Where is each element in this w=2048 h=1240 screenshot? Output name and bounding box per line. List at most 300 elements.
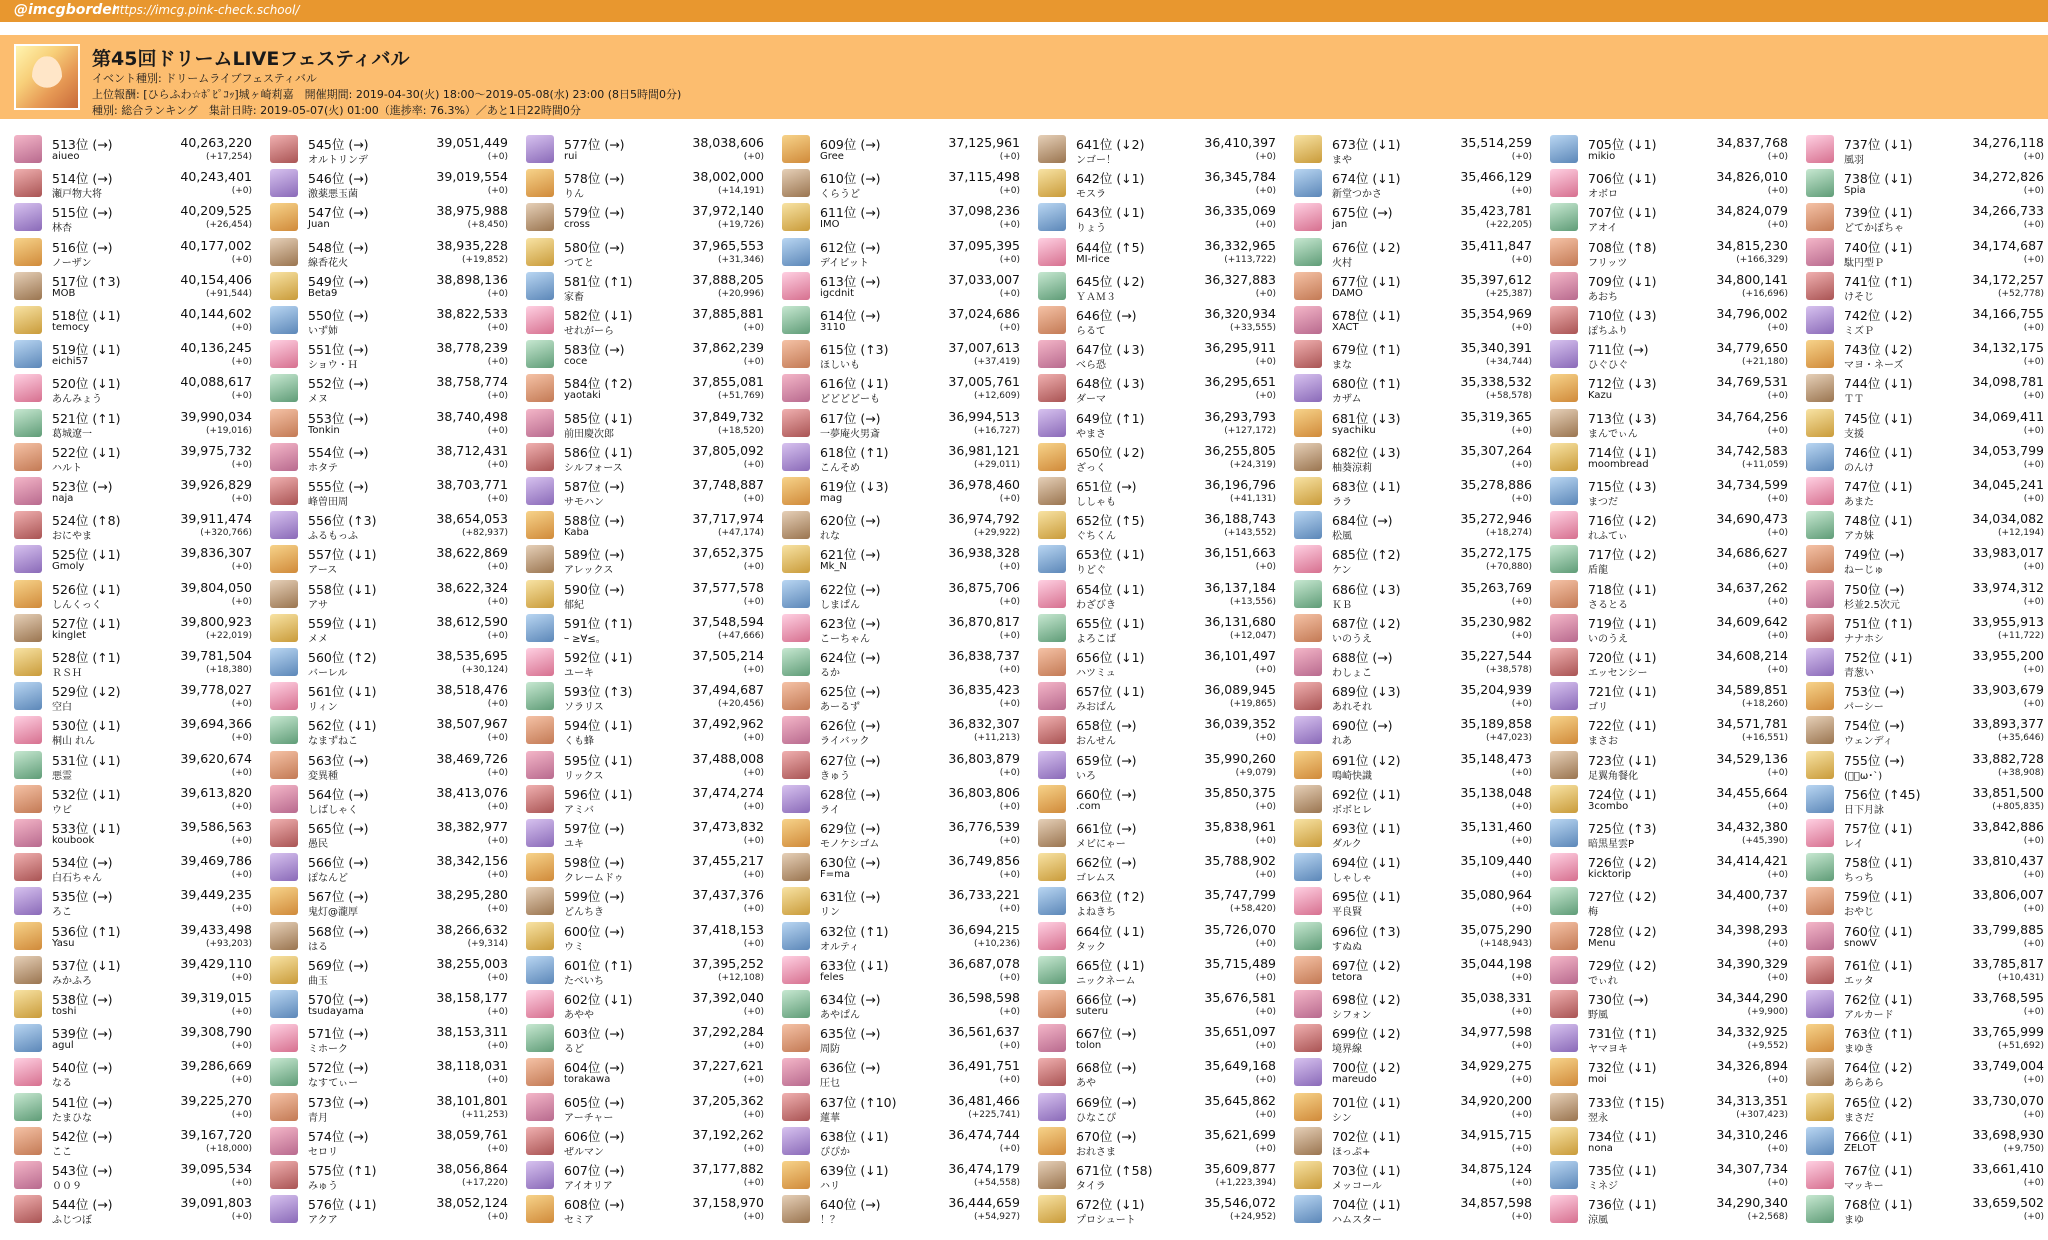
score-increase: (+0)	[231, 1178, 252, 1188]
score: 37,805,092	[692, 442, 764, 458]
player-name: Juan	[308, 219, 330, 231]
ranking-row	[1292, 884, 1544, 918]
score: 35,263,769	[1460, 579, 1532, 595]
score-increase: (+24,952)	[1229, 1212, 1276, 1223]
ranking-row	[268, 577, 520, 611]
score-increase: (+0)	[1511, 254, 1532, 265]
ranking-row	[1036, 919, 1288, 953]
player-name: りょう	[1076, 223, 1106, 235]
ranking-row	[1804, 337, 2048, 371]
score-increase: (+0)	[231, 972, 252, 983]
ranking-row	[1036, 1158, 1288, 1192]
player-name: DAMO	[1332, 287, 1363, 299]
rank-with-change: 619位 (↓3)	[820, 479, 889, 494]
rank-with-change: 517位 (↑3)	[52, 273, 121, 289]
ranking-row	[1548, 1021, 1800, 1055]
rank-with-change: 591位 (↑1)	[564, 615, 633, 631]
ranking-row	[1548, 474, 1800, 508]
player-name: ししゃも	[1076, 497, 1116, 508]
score: 35,726,070	[1204, 921, 1276, 937]
score-increase: (+38,578)	[1485, 665, 1532, 675]
score-increase: (+18,000)	[205, 1143, 252, 1154]
score-increase: (+34,744)	[1485, 357, 1532, 368]
score-increase: (+22,019)	[205, 630, 252, 641]
player-name: ひなこぴ	[1076, 1112, 1116, 1124]
score-increase: (+10,236)	[973, 938, 1020, 949]
ranking-row	[1548, 1192, 1800, 1226]
rank-with-change: 687位 (↓2)	[1332, 615, 1401, 631]
rank-with-change: 606位 (→)	[564, 1128, 625, 1144]
idol-card-thumbnail	[782, 648, 810, 676]
ranking-row	[12, 440, 264, 474]
player-name: ダルク	[1332, 839, 1362, 850]
rank-with-change: 610位 (→)	[820, 171, 881, 187]
player-name: naja	[52, 493, 74, 504]
score: 34,929,275	[1460, 1058, 1532, 1074]
player-name: 白石ちゃん	[52, 873, 102, 885]
score-increase: (+0)	[231, 186, 252, 197]
score: 33,810,437	[1972, 853, 2044, 869]
idol-card-thumbnail	[14, 203, 42, 231]
ranking-row	[1548, 235, 1800, 269]
top-bar	[0, 0, 2048, 22]
rank-with-change: 718位 (↓1)	[1588, 581, 1657, 597]
player-name: ライ	[820, 804, 840, 816]
score: 36,838,737	[948, 648, 1020, 663]
rank-with-change: 700位 (↓2)	[1332, 1060, 1401, 1076]
idol-card-thumbnail	[1550, 580, 1578, 608]
score-increase: (+0)	[1511, 323, 1532, 333]
score-increase: (+148,943)	[1480, 938, 1532, 949]
score-increase: (+0)	[1255, 1007, 1276, 1017]
player-name: 鬼灯@瀧厚	[308, 907, 358, 919]
rank-with-change: 561位 (↓1)	[308, 684, 377, 700]
score: 38,612,590	[436, 613, 508, 629]
ranking-row	[1548, 919, 1800, 953]
score: 34,875,124	[1460, 1161, 1532, 1176]
rank-with-change: 521位 (↑1)	[52, 410, 121, 426]
rank-with-change: 762位 (↓1)	[1844, 992, 1913, 1007]
ranking-row	[1292, 235, 1544, 269]
player-name: MOB	[52, 287, 76, 299]
player-name: 境界線	[1332, 1044, 1362, 1056]
ranking-row	[268, 235, 520, 269]
player-name: agul	[52, 1040, 74, 1052]
score: 37,577,578	[692, 579, 764, 595]
idol-card-thumbnail	[1038, 580, 1066, 608]
ranking-row	[1292, 337, 1544, 371]
player-name: ミネジ	[1588, 1181, 1618, 1192]
idol-card-thumbnail	[1294, 272, 1322, 300]
ranking-row	[1548, 816, 1800, 850]
rank-with-change: 559位 (↓1)	[308, 615, 377, 631]
score-increase: (+166,329)	[1736, 254, 1788, 265]
score-increase: (+0)	[231, 870, 252, 881]
player-name: 変異種	[308, 770, 338, 782]
ranking-row	[780, 303, 1032, 337]
score: 36,978,460	[948, 477, 1020, 492]
rank-with-change: 620位 (→)	[820, 513, 881, 529]
rank-with-change: 638位 (↓1)	[820, 1128, 889, 1144]
player-name: 新堂つかさ	[1332, 189, 1382, 201]
player-name: tolon	[1076, 1040, 1102, 1052]
site-url[interactable]: https://imcg.pink-check.school/	[112, 3, 300, 17]
score-increase: (+1,223,394)	[1215, 1178, 1276, 1188]
score: 36,981,121	[948, 442, 1020, 458]
rank-with-change: 694位 (↓1)	[1332, 855, 1401, 871]
score-increase: (+0)	[1767, 630, 1788, 641]
rank-with-change: 665位 (↓1)	[1076, 957, 1145, 973]
score-increase: (+0)	[1255, 220, 1276, 231]
idol-card-thumbnail	[270, 716, 298, 744]
player-name: ユーキ	[564, 668, 594, 679]
player-name: Yasu	[52, 937, 75, 949]
score: 35,340,391	[1460, 340, 1532, 356]
score-increase: (+0)	[487, 870, 508, 881]
ranking-row	[524, 884, 776, 918]
score-increase: (+0)	[487, 152, 508, 162]
player-name: 激薬悪玉菌	[308, 189, 358, 201]
score-increase: (+8,450)	[467, 220, 508, 231]
rank-with-change: 543位 (→)	[52, 1163, 113, 1178]
player-name: まゆき	[1844, 1044, 1874, 1056]
score: 34,098,781	[1972, 374, 2044, 390]
ranking-row	[780, 577, 1032, 611]
score: 38,822,533	[436, 306, 508, 321]
player-name: フリッツ	[1588, 257, 1628, 269]
ranking-row	[1036, 611, 1288, 645]
score-increase: (+0)	[231, 562, 252, 573]
player-name: ぜルマン	[564, 1146, 604, 1158]
rank-with-change: 760位 (↓1)	[1844, 923, 1913, 939]
ranking-row	[268, 1090, 520, 1124]
score: 36,131,680	[1204, 613, 1276, 629]
score: 39,620,674	[180, 750, 252, 766]
event-type: イベント種別: ドリームライブフェスティバル	[92, 72, 317, 85]
player-name: .com	[1076, 800, 1101, 812]
score-increase: (+225,741)	[968, 1109, 1020, 1120]
rank-with-change: 578位 (→)	[564, 171, 625, 187]
ranking-row	[1036, 1021, 1288, 1055]
idol-card-thumbnail	[270, 238, 298, 266]
rank-with-change: 752位 (↓1)	[1844, 650, 1913, 665]
player-name: アース	[308, 565, 338, 577]
idol-card-thumbnail	[14, 648, 42, 676]
score: 35,044,198	[1460, 955, 1532, 971]
rank-with-change: 551位 (→)	[308, 342, 369, 358]
rank-with-change: 523位 (→)	[52, 479, 113, 494]
score: 35,204,939	[1460, 682, 1532, 698]
ranking-row	[780, 645, 1032, 679]
player-name: yaotaki	[564, 390, 601, 402]
rank-with-change: 631位 (→)	[820, 889, 881, 905]
idol-card-thumbnail	[526, 853, 554, 881]
ranking-row	[12, 1192, 264, 1226]
idol-card-thumbnail	[1550, 990, 1578, 1018]
ranking-row	[268, 1124, 520, 1158]
player-name: ミホーク	[308, 1044, 348, 1056]
ranking-row	[1292, 611, 1544, 645]
score-increase: (+0)	[1511, 494, 1532, 504]
ranking-row	[780, 269, 1032, 303]
idol-card-thumbnail	[1038, 1058, 1066, 1086]
idol-card-thumbnail	[1038, 682, 1066, 710]
player-name: temocy	[52, 322, 90, 333]
player-name: 桐山 れん	[52, 736, 96, 748]
idol-card-thumbnail	[782, 1161, 810, 1189]
score: 36,687,078	[948, 955, 1020, 971]
score-increase: (+0)	[2023, 152, 2044, 162]
player-name: F=ma	[820, 869, 850, 881]
score: 36,410,397	[1204, 135, 1276, 150]
rank-with-change: 695位 (↓1)	[1332, 889, 1401, 905]
rank-with-change: 656位 (↓1)	[1076, 650, 1145, 665]
idol-card-thumbnail	[526, 272, 554, 300]
ranking-row	[780, 987, 1032, 1021]
rank-with-change: 720位 (↓1)	[1588, 650, 1657, 665]
score: 37,007,613	[948, 340, 1020, 356]
score-increase: (+16,696)	[1741, 288, 1788, 299]
score: 36,938,328	[948, 545, 1020, 561]
score: 35,230,982	[1460, 613, 1532, 629]
idol-card-thumbnail	[1806, 1127, 1834, 1155]
idol-card-thumbnail	[1038, 374, 1066, 402]
player-name: アーチャー	[564, 1112, 614, 1124]
player-name: 葛城遼一	[52, 428, 92, 440]
ranking-row	[12, 337, 264, 371]
idol-card-thumbnail	[526, 1024, 554, 1052]
idol-card-thumbnail	[1038, 1024, 1066, 1052]
idol-card-thumbnail	[270, 272, 298, 300]
ranking-row	[524, 1090, 776, 1124]
ranking-row	[1036, 850, 1288, 884]
ranking-row	[780, 1021, 1032, 1055]
player-name: feles	[820, 971, 844, 983]
score-increase: (+0)	[487, 733, 508, 744]
idol-card-thumbnail	[1806, 887, 1834, 915]
rank-with-change: 541位 (→)	[52, 1094, 113, 1110]
player-name: 曲玉	[308, 975, 328, 987]
score: 34,326,894	[1716, 1058, 1788, 1074]
player-name: ぴぴか	[820, 1146, 850, 1158]
ranking-row	[1804, 679, 2048, 713]
player-name: きゅう	[820, 770, 850, 782]
score-increase: (+13,556)	[1229, 596, 1276, 607]
idol-card-thumbnail	[1294, 956, 1322, 984]
ranking-row	[524, 542, 776, 576]
player-name: Kazu	[1588, 390, 1613, 402]
score-increase: (+12,194)	[1997, 528, 2044, 539]
score-increase: (+127,172)	[1224, 425, 1276, 436]
idol-card-thumbnail	[270, 1195, 298, 1223]
rank-with-change: 727位 (↓2)	[1588, 889, 1657, 905]
idol-card-thumbnail	[782, 682, 810, 710]
idol-card-thumbnail	[1550, 887, 1578, 915]
score-increase: (+58,578)	[1485, 391, 1532, 402]
idol-card-thumbnail	[270, 614, 298, 642]
player-name: しんくっく	[52, 599, 102, 611]
idol-card-thumbnail	[526, 545, 554, 573]
score-increase: (+9,750)	[2003, 1143, 2044, 1154]
score-increase: (+0)	[2023, 1178, 2044, 1188]
player-name: しまぱん	[820, 599, 860, 611]
ranking-row	[780, 816, 1032, 850]
rank-with-change: 556位 (↑3)	[308, 513, 377, 529]
player-name: ！？	[820, 1215, 840, 1227]
idol-card-thumbnail	[1806, 1058, 1834, 1086]
rank-with-change: 604位 (→)	[564, 1060, 625, 1076]
player-name: アミバ	[564, 804, 594, 816]
score-increase: (+31,346)	[717, 254, 764, 265]
rank-with-change: 761位 (↓1)	[1844, 957, 1913, 973]
score: 35,354,969	[1460, 306, 1532, 321]
player-name: ウェンディ	[1844, 736, 1893, 748]
rank-with-change: 581位 (↑1)	[564, 273, 633, 289]
rank-with-change: 566位 (→)	[308, 855, 369, 871]
ranking-row	[268, 884, 520, 918]
idol-card-thumbnail	[1550, 922, 1578, 950]
score: 37,505,214	[692, 648, 764, 663]
rank-with-change: 616位 (↓1)	[820, 376, 889, 392]
idol-card-thumbnail	[782, 887, 810, 915]
score: 35,850,375	[1204, 784, 1276, 800]
player-name: どどどどーも	[820, 394, 880, 406]
score-increase: (+0)	[2023, 870, 2044, 881]
score-increase: (+18,260)	[1741, 699, 1788, 710]
score: 34,686,627	[1716, 545, 1788, 561]
player-name: 柚葵涼莉	[1332, 462, 1372, 474]
rank-with-change: 766位 (↓1)	[1844, 1128, 1913, 1144]
score: 34,826,010	[1716, 169, 1788, 185]
rank-with-change: 750位 (→)	[1844, 581, 1905, 597]
rank-with-change: 749位 (→)	[1844, 547, 1905, 563]
score: 33,799,885	[1972, 921, 2044, 937]
idol-card-thumbnail	[1806, 443, 1834, 471]
player-name: cross	[564, 219, 590, 231]
rank-with-change: 524位 (↑8)	[52, 513, 121, 529]
score: 35,272,175	[1460, 545, 1532, 561]
idol-card-thumbnail	[270, 203, 298, 231]
idol-card-thumbnail	[782, 1024, 810, 1052]
score-increase: (+0)	[1767, 665, 1788, 675]
score-increase: (+12,609)	[973, 391, 1020, 402]
ranking-row	[12, 987, 264, 1021]
score: 34,824,079	[1716, 203, 1788, 219]
ranking-row	[1292, 303, 1544, 337]
score: 36,776,539	[948, 819, 1020, 834]
rank-with-change: 515位 (→)	[52, 205, 113, 221]
player-name: ここ	[52, 1146, 72, 1158]
idol-card-thumbnail	[1806, 374, 1834, 402]
ranking-row	[1036, 816, 1288, 850]
score: 39,800,923	[180, 613, 252, 629]
ranking-row	[1804, 474, 2048, 508]
ranking-row	[1036, 1124, 1288, 1158]
ranking-row	[268, 132, 520, 166]
player-name: 支援	[1844, 428, 1864, 440]
rank-with-change: 589位 (→)	[564, 547, 625, 563]
player-name: rui	[564, 151, 578, 162]
twitter-handle[interactable]: @imcgborder	[14, 2, 119, 18]
score-increase: (+0)	[2023, 1109, 2044, 1120]
score-increase: (+0)	[231, 357, 252, 368]
rank-with-change: 519位 (↓1)	[52, 342, 121, 358]
score-increase: (+0)	[999, 972, 1020, 983]
ranking-row	[780, 679, 1032, 713]
score: 39,613,820	[180, 784, 252, 800]
score-increase: (+0)	[1255, 391, 1276, 402]
rank-with-change: 651位 (→)	[1076, 479, 1137, 494]
score-increase: (+0)	[487, 767, 508, 778]
score-increase: (+21,180)	[1741, 357, 1788, 368]
rank-with-change: 555位 (→)	[308, 479, 369, 494]
idol-card-thumbnail	[782, 956, 810, 984]
idol-card-thumbnail	[782, 409, 810, 437]
ranking-row	[268, 816, 520, 850]
ranking-row	[1804, 987, 2048, 1021]
score-increase: (+0)	[999, 630, 1020, 641]
ranking-row	[780, 713, 1032, 747]
player-name: まつだ	[1588, 497, 1618, 508]
ranking-row	[1036, 200, 1288, 234]
score-increase: (+18,520)	[717, 425, 764, 436]
score-increase: (+0)	[999, 1143, 1020, 1154]
player-name: くも蜂	[564, 736, 594, 748]
idol-card-thumbnail	[1294, 477, 1322, 505]
score-increase: (+30,124)	[461, 665, 508, 675]
idol-card-thumbnail	[1294, 374, 1322, 402]
rank-with-change: 697位 (↓2)	[1332, 957, 1401, 973]
ranking-row	[12, 816, 264, 850]
idol-card-thumbnail	[1294, 1195, 1322, 1223]
ranking-row	[1292, 953, 1544, 987]
score: 35,131,460	[1460, 819, 1532, 834]
score-increase: (+9,079)	[1235, 767, 1276, 778]
player-name: IMO	[820, 219, 840, 231]
idol-card-thumbnail	[1294, 135, 1322, 163]
ranking-row	[1548, 132, 1800, 166]
score-increase: (+0)	[999, 699, 1020, 710]
ranking-row	[1804, 713, 2048, 747]
score: 37,418,153	[692, 921, 764, 937]
player-name: 3combo	[1588, 800, 1629, 812]
player-name: 悪霊	[52, 770, 72, 782]
player-name: 線香花火	[308, 257, 348, 269]
idol-card-thumbnail	[1806, 682, 1834, 710]
idol-card-thumbnail	[1550, 272, 1578, 300]
idol-card-thumbnail	[270, 409, 298, 437]
ranking-row	[268, 440, 520, 474]
score: 33,983,017	[1972, 545, 2044, 561]
score: 35,423,781	[1460, 203, 1532, 219]
score: 36,870,817	[948, 613, 1020, 629]
score: 35,514,259	[1460, 135, 1532, 150]
score-increase: (+0)	[743, 1109, 764, 1120]
ranking-row	[524, 1055, 776, 1089]
score-increase: (+0)	[487, 1041, 508, 1052]
ranking-row	[12, 508, 264, 542]
rank-with-change: 722位 (↓1)	[1588, 718, 1657, 734]
ranking-row	[780, 235, 1032, 269]
idol-card-thumbnail	[1038, 853, 1066, 881]
player-name: ウビ	[52, 804, 72, 816]
ranking-row	[1804, 406, 2048, 440]
ranking-row	[1548, 337, 1800, 371]
score-increase: (+0)	[1255, 562, 1276, 573]
score: 36,293,793	[1204, 408, 1276, 424]
ranking-row	[1804, 953, 2048, 987]
idol-card-thumbnail	[1806, 614, 1834, 642]
